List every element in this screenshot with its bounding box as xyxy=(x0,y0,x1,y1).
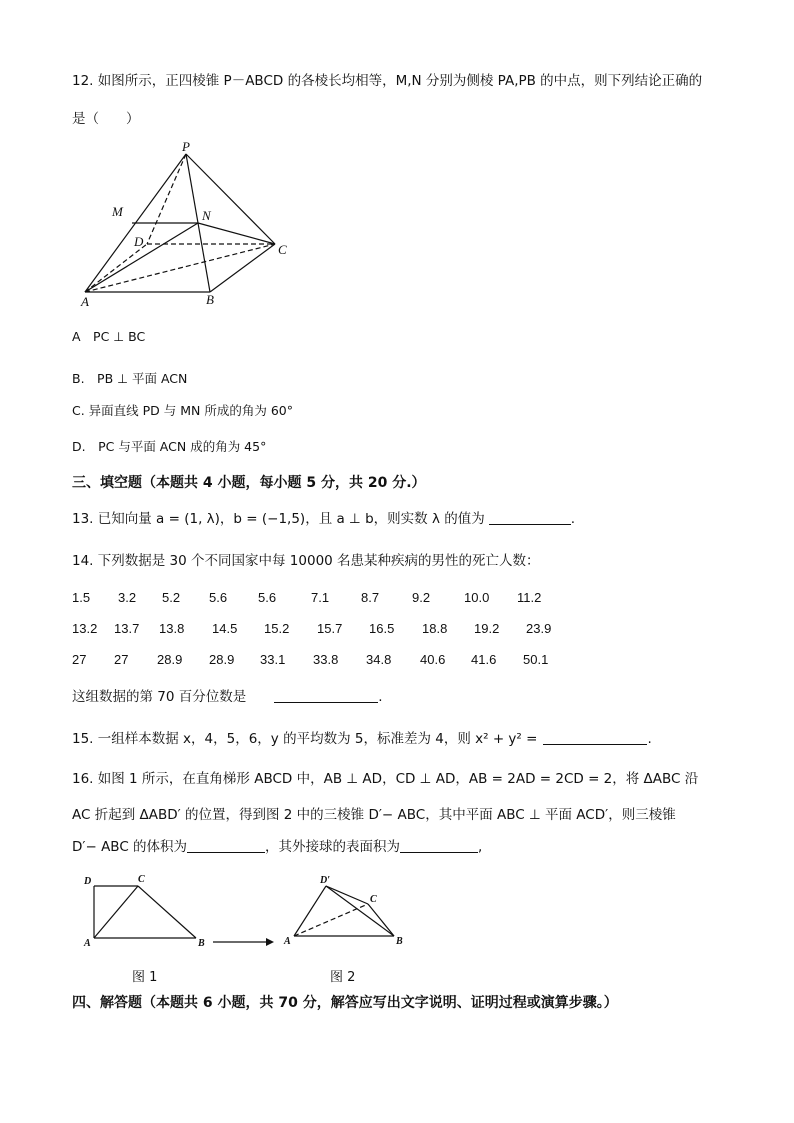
section3-title: 三、填空题（本题共 4 小题，每小题 5 分，共 20 分.） xyxy=(72,475,426,491)
q14-cell: 50.1 xyxy=(523,652,549,667)
q13-end: . xyxy=(570,511,576,527)
q14-cell: 5.6 xyxy=(258,590,277,605)
q13-stem xyxy=(72,510,575,528)
q14-cell: 11.2 xyxy=(517,590,542,605)
q14-question xyxy=(72,688,383,706)
q13-answer-blank xyxy=(489,510,571,525)
segment-NC xyxy=(198,223,275,244)
q14-cell: 41.6 xyxy=(471,652,497,667)
q16-volume-blank xyxy=(187,838,265,853)
figure2-caption: 图 2 xyxy=(330,970,356,985)
q14-cell: 14.5 xyxy=(212,621,238,636)
fig2-label-D: D′ xyxy=(320,875,331,886)
q14-cell: 5.6 xyxy=(209,590,228,605)
label-A: A xyxy=(81,294,89,309)
q14-question-text: 这组数据的第 70 百分位数是 xyxy=(72,689,247,705)
q14-cell: 27 xyxy=(114,652,129,667)
fig1-label-A: A xyxy=(84,938,91,949)
q16-line1: 16. 如图 1 所示，在直角梯形 ABCD 中，AB ⊥ AD，CD ⊥ AD，AB = 2AD = 2CD = 2，将 ΔABC 沿 xyxy=(72,771,699,787)
q12-option-a: A PC ⊥ BC xyxy=(72,329,146,344)
label-M: M xyxy=(112,204,123,219)
label-N: N xyxy=(202,208,211,223)
figure1-trapezoid xyxy=(94,886,196,938)
q14-cell: 40.6 xyxy=(420,652,446,667)
q14-cell: 28.9 xyxy=(209,652,235,667)
q15-answer-blank xyxy=(543,730,647,745)
q14-cell: 3.2 xyxy=(118,590,137,605)
fig1-label-B: B xyxy=(198,938,205,949)
q16-volume-text: D′− ABC 的体积为 xyxy=(72,839,188,855)
q16-line3-end: , xyxy=(478,839,483,855)
q14-cell: 13.7 xyxy=(114,621,140,636)
q14-cell: 16.5 xyxy=(369,621,395,636)
q14-cell: 10.0 xyxy=(464,590,490,605)
q12-stem-line2: 是（ ） xyxy=(72,111,140,127)
section4-title: 四、解答题（本题共 6 小题，共 70 分，解答应写出文字说明、证明过程或演算步骤。） xyxy=(72,995,618,1011)
q16-sphere-text: ，其外接球的表面积为 xyxy=(265,839,401,855)
q14-cell: 13.8 xyxy=(159,621,185,636)
q14-answer-blank xyxy=(274,688,378,703)
q14-cell: 33.1 xyxy=(260,652,286,667)
q14-stem: 14. 下列数据是 30 个不同国家中每 10000 名患某种疾病的男性的死亡人数： xyxy=(72,553,540,569)
q12-option-c: C. 异面直线 PD 与 MN 所成的角为 60° xyxy=(72,403,293,418)
diagonal-AC xyxy=(85,244,275,292)
q14-cell: 8.7 xyxy=(361,590,380,605)
label-P: P xyxy=(182,140,190,154)
q13-text: 13. 已知向量 a = (1, λ)，b = (−1,5)，且 a ⊥ b，则实数 λ 的值为 xyxy=(72,511,485,527)
q14-cell: 27 xyxy=(72,652,87,667)
q14-cell: 34.8 xyxy=(366,652,392,667)
trapezoid-fold-figures xyxy=(80,872,420,952)
fig1-label-D: D xyxy=(84,876,92,887)
q16-line2: AC 折起到 ΔABD′ 的位置，得到图 2 中的三棱锥 D′− ABC，其中平面 ABC ⊥ 平面 ACD′，则三棱锥 xyxy=(72,807,676,823)
q12-option-b: B. PB ⊥ 平面 ACN xyxy=(72,371,188,386)
figure2-tetrahedron xyxy=(294,886,394,936)
edge-AD xyxy=(85,244,147,292)
fig1-label-C: C xyxy=(138,874,145,885)
pyramid-figure xyxy=(70,140,290,310)
q14-cell: 15.7 xyxy=(317,621,343,636)
fig2-label-C: C xyxy=(370,894,377,905)
q14-cell: 1.5 xyxy=(72,590,91,605)
q14-cell: 13.2 xyxy=(72,621,98,636)
q15-end: . xyxy=(647,731,652,747)
q14-cell: 9.2 xyxy=(412,590,431,605)
q14-cell: 7.1 xyxy=(311,590,330,605)
q14-cell: 5.2 xyxy=(162,590,181,605)
q15-text: 15. 一组样本数据 x，4，5，6，y 的平均数为 5，标准差为 4，则 x² + y² = xyxy=(72,731,538,747)
q16-line3 xyxy=(72,838,482,856)
q15-stem xyxy=(72,730,652,748)
q12-stem-line1: 12. 如图所示，正四棱锥 P－ABCD 的各棱长均相等，M,N 分别为侧棱 PA,PB 的中点，则下列结论正确的 xyxy=(72,73,703,89)
q14-cell: 19.2 xyxy=(474,621,500,636)
edge-BC xyxy=(210,244,275,292)
q14-cell: 33.8 xyxy=(313,652,339,667)
q12-option-d: D. PC 与平面 ACN 成的角为 45° xyxy=(72,439,267,454)
fig2-label-B: B xyxy=(396,936,403,947)
q14-cell: 23.9 xyxy=(526,621,552,636)
q14-cell: 18.8 xyxy=(422,621,448,636)
q16-sphere-blank xyxy=(400,838,478,853)
q14-end: . xyxy=(378,689,383,705)
label-D: D xyxy=(134,234,144,249)
q14-cell: 15.2 xyxy=(264,621,290,636)
fig2-label-A: A xyxy=(284,936,291,947)
figure1-caption: 图 1 xyxy=(132,970,158,985)
label-C: C xyxy=(278,242,287,257)
fold-arrow-icon xyxy=(213,938,274,946)
q14-cell: 28.9 xyxy=(157,652,183,667)
label-B: B xyxy=(206,292,214,307)
